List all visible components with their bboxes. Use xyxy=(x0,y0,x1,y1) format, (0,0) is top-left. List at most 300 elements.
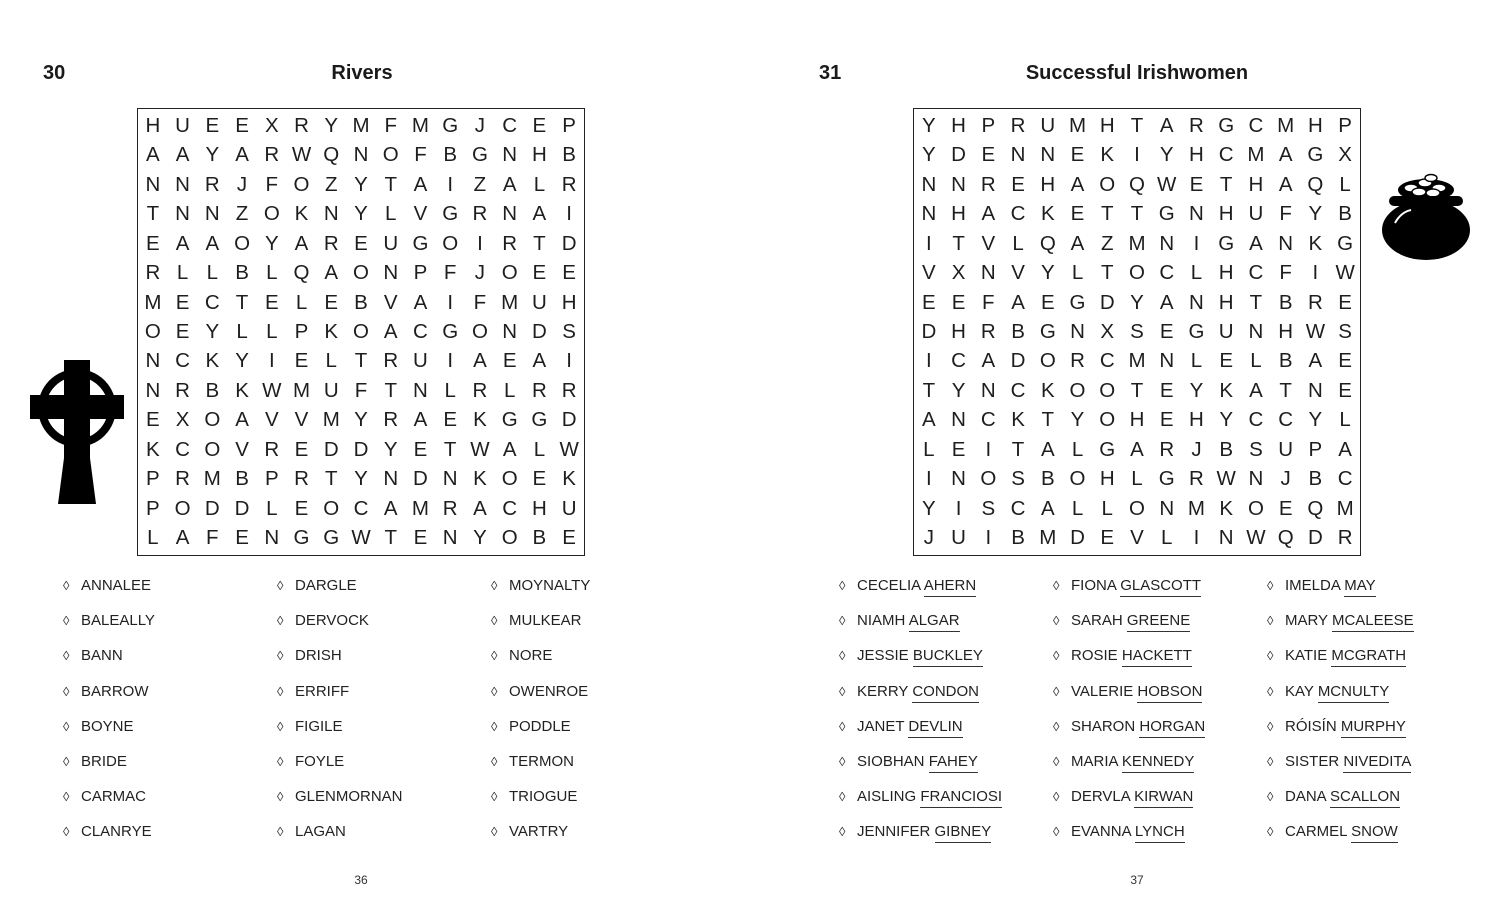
grid-letter: A xyxy=(413,290,428,314)
grid-letter: I xyxy=(447,290,454,314)
grid-letter: H xyxy=(951,319,966,343)
grid-letter: L xyxy=(923,437,935,461)
grid-letter: A xyxy=(1040,496,1055,520)
grid-letter: A xyxy=(502,437,517,461)
diamond-bullet-icon: ◊ xyxy=(491,753,498,769)
grid-letter: L xyxy=(1131,467,1143,491)
grid-letter: U xyxy=(561,496,577,520)
grid-letter: O xyxy=(442,231,459,255)
grid-letter: G xyxy=(1069,290,1086,314)
grid-letter: C xyxy=(1248,408,1264,432)
diamond-bullet-icon: ◊ xyxy=(1053,578,1060,593)
grid-letter: N xyxy=(353,143,369,167)
grid-letter: G xyxy=(1218,113,1235,137)
grid-letter: G xyxy=(323,526,340,550)
grid-letter: B xyxy=(562,143,576,167)
grid-letter: E xyxy=(562,261,576,285)
diamond-bullet-icon: ◊ xyxy=(1053,718,1060,734)
grid-letter: T xyxy=(1219,172,1233,196)
grid-letter: S xyxy=(1249,437,1263,461)
diamond-bullet-icon: ◊ xyxy=(491,578,498,593)
grid-letter: R xyxy=(472,202,488,226)
diamond-bullet-icon: ◊ xyxy=(839,789,846,805)
grid-letter: V xyxy=(383,290,398,314)
grid-letter: E xyxy=(1338,378,1352,402)
diamond-bullet-icon: ◊ xyxy=(63,753,70,769)
grid-letter: W xyxy=(291,143,312,167)
diamond-bullet-icon: ◊ xyxy=(491,648,498,664)
word-text: RÓISÍN xyxy=(1285,717,1337,735)
grid-letter: A xyxy=(205,231,220,255)
grid-letter: A xyxy=(324,261,339,285)
grid-letter: I xyxy=(1312,261,1319,285)
word-text: JENNIFER xyxy=(857,823,931,841)
grid-letter: Y xyxy=(1308,202,1323,226)
grid-letter: R xyxy=(145,261,161,285)
word-list-item xyxy=(277,612,491,647)
grid-letter: I xyxy=(985,526,992,550)
word-surname-underlined: AHERN xyxy=(924,577,977,597)
grid-letter: G xyxy=(1337,231,1354,255)
word-text: MARY xyxy=(1285,612,1328,630)
grid-letter: E xyxy=(1338,349,1352,373)
grid-letter: K xyxy=(235,378,249,402)
grid-letter: E xyxy=(1159,319,1174,343)
grid-letter: L xyxy=(266,319,278,343)
grid-letter: R xyxy=(323,231,339,255)
grid-letter: A xyxy=(1070,231,1085,255)
grid-letter: A xyxy=(1308,349,1323,373)
grid-letter: R xyxy=(383,408,399,432)
grid-letter: E xyxy=(205,113,220,137)
grid-letter: Y xyxy=(205,319,220,343)
grid-letter: F xyxy=(1279,202,1292,226)
grid-letter: E xyxy=(235,526,249,550)
grid-letter: Y xyxy=(354,408,368,432)
grid-letter: A xyxy=(235,143,249,167)
word-text: SARAH xyxy=(1071,612,1123,630)
grid-letter: E xyxy=(1338,290,1352,314)
grid-letter: N xyxy=(1218,526,1234,550)
grid-letter: D xyxy=(921,319,937,343)
grid-letter: A xyxy=(235,408,249,432)
grid-letter: H xyxy=(1278,319,1294,343)
grid-letter: A xyxy=(473,496,487,520)
grid-letter: N xyxy=(1040,143,1056,167)
grid-letter: B xyxy=(443,143,458,167)
grid-letter: Y xyxy=(1189,378,1204,402)
grid-letter: O xyxy=(980,467,997,491)
word-list-item xyxy=(839,577,1053,612)
grid-letter: Y xyxy=(354,467,368,491)
grid-letter: X xyxy=(951,261,966,285)
grid-letter: R xyxy=(472,378,488,402)
diamond-bullet-icon: ◊ xyxy=(63,824,70,840)
grid-letter: D xyxy=(1010,349,1026,373)
grid-letter: A xyxy=(413,172,428,196)
grid-letter: N xyxy=(175,172,190,196)
letter-grid xyxy=(137,108,585,556)
grid-letter: E xyxy=(922,290,936,314)
grid-letter: A xyxy=(922,408,936,432)
grid-letter: Y xyxy=(922,496,936,520)
word-list-item xyxy=(839,683,1053,718)
diamond-bullet-icon: ◊ xyxy=(1267,613,1274,629)
word-text: KATIE xyxy=(1285,647,1328,665)
word-list-item xyxy=(491,788,705,823)
word-list-item xyxy=(1267,683,1481,718)
word-list-item xyxy=(277,753,491,788)
word-surname-underlined: GREENE xyxy=(1127,612,1190,632)
grid-letter: O xyxy=(1129,261,1145,285)
grid-letter: I xyxy=(268,349,275,373)
grid-letter: N xyxy=(502,202,518,226)
grid-letter: C xyxy=(353,496,369,520)
word-text: ANNALEE xyxy=(81,577,152,594)
word-list-item xyxy=(277,823,491,858)
grid-letter: Q xyxy=(1277,526,1294,550)
grid-letter: M xyxy=(144,290,162,314)
grid-letter: N xyxy=(204,202,220,226)
grid-letter: V xyxy=(922,261,936,285)
grid-letter: N xyxy=(921,202,937,226)
word-list-item xyxy=(63,612,277,647)
grid-letter: L xyxy=(176,261,189,285)
grid-letter: N xyxy=(502,319,518,343)
word-text: DANA xyxy=(1285,788,1326,806)
grid-letter: Y xyxy=(1130,290,1144,314)
word-list-item xyxy=(1267,577,1481,612)
grid-letter: L xyxy=(444,378,456,402)
grid-letter: R xyxy=(204,172,220,196)
grid-letter: Y xyxy=(235,349,249,373)
grid-letter: H xyxy=(531,143,547,167)
grid-letter: I xyxy=(447,172,454,196)
grid-letter: T xyxy=(384,172,397,196)
grid-letter: E xyxy=(294,496,309,520)
word-text: PODDLE xyxy=(509,717,571,735)
grid-letter: E xyxy=(562,526,576,550)
diamond-bullet-icon: ◊ xyxy=(277,683,284,699)
grid-letter: E xyxy=(1070,143,1085,167)
grid-letter: N xyxy=(1159,349,1175,373)
page-number: 37 xyxy=(1130,873,1144,887)
grid-letter: N xyxy=(175,202,190,226)
diamond-bullet-icon: ◊ xyxy=(63,578,70,593)
grid-letter: I xyxy=(985,437,992,461)
word-text: AISLING xyxy=(857,788,917,806)
diamond-bullet-icon: ◊ xyxy=(277,753,284,769)
grid-letter: Y xyxy=(205,143,220,167)
grid-letter: K xyxy=(562,467,576,491)
grid-letter: H xyxy=(1129,408,1145,432)
grid-letter: G xyxy=(442,319,459,343)
grid-letter: I xyxy=(477,231,483,255)
grid-letter: F xyxy=(982,290,995,314)
word-surname-underlined: KENNEDY xyxy=(1122,753,1195,773)
grid-letter: A xyxy=(175,231,190,255)
grid-letter: R xyxy=(1159,437,1175,461)
grid-letter: V xyxy=(981,231,996,255)
word-text: EVANNA xyxy=(1071,823,1131,841)
grid-letter: P xyxy=(146,467,160,491)
grid-letter: K xyxy=(1219,496,1234,520)
grid-letter: R xyxy=(561,378,577,402)
grid-letter: L xyxy=(236,319,248,343)
grid-letter: P xyxy=(146,496,160,520)
word-list-item xyxy=(63,683,277,718)
grid-letter: E xyxy=(294,349,309,373)
grid-letter: D xyxy=(561,408,577,432)
grid-letter: Q xyxy=(293,261,310,285)
grid-letter: H xyxy=(1248,172,1264,196)
grid-letter: N xyxy=(951,467,966,491)
grid-letter: W xyxy=(1335,261,1355,285)
grid-letter: O xyxy=(353,319,369,343)
grid-letter: X xyxy=(264,113,279,137)
grid-letter: N xyxy=(1189,290,1204,314)
grid-letter: Y xyxy=(951,378,966,402)
grid-letter: T xyxy=(235,290,249,314)
word-surname-underlined: MCNULTY xyxy=(1318,683,1389,703)
grid-letter: M xyxy=(411,113,429,137)
grid-letter: P xyxy=(981,113,996,137)
grid-letter: M xyxy=(322,408,340,432)
word-list-item xyxy=(1053,612,1267,647)
grid-letter: L xyxy=(1101,496,1113,520)
grid-letter: S xyxy=(981,496,996,520)
diamond-bullet-icon: ◊ xyxy=(277,648,284,664)
grid-letter: M xyxy=(203,467,221,491)
grid-letter: O xyxy=(174,496,191,520)
grid-letter: Q xyxy=(1039,231,1056,255)
grid-letter: O xyxy=(382,143,399,167)
word-text: GLENMORNAN xyxy=(295,788,403,806)
grid-letter: T xyxy=(922,378,936,402)
grid-letter: H xyxy=(145,113,161,137)
grid-letter: Q xyxy=(1129,172,1145,196)
grid-letter: W xyxy=(1246,526,1266,550)
grid-letter: T xyxy=(1100,202,1114,226)
letter-grid xyxy=(913,108,1361,556)
grid-letter: O xyxy=(323,496,340,520)
grid-letter: Z xyxy=(1100,231,1114,255)
grid-letter: R xyxy=(1337,526,1353,550)
diamond-bullet-icon: ◊ xyxy=(1053,613,1060,629)
grid-letter: B xyxy=(532,526,547,550)
word-text: MULKEAR xyxy=(509,612,582,630)
grid-letter: T xyxy=(354,349,368,373)
grid-letter: L xyxy=(295,290,308,314)
grid-letter: O xyxy=(1099,378,1116,402)
grid-letter: M xyxy=(1187,496,1205,520)
grid-letter: D xyxy=(323,437,339,461)
grid-letter: O xyxy=(1099,408,1116,432)
diamond-bullet-icon: ◊ xyxy=(839,613,846,629)
grid-letter: A xyxy=(1338,437,1352,461)
grid-letter: M xyxy=(352,113,370,137)
grid-letter: J xyxy=(474,113,486,137)
word-list-item xyxy=(491,718,705,753)
word-surname-underlined: CONDON xyxy=(912,683,979,703)
grid-letter: K xyxy=(1219,378,1234,402)
grid-letter: L xyxy=(533,437,546,461)
word-surname-underlined: LYNCH xyxy=(1135,823,1185,843)
grid-letter: N xyxy=(383,467,399,491)
grid-letter: L xyxy=(325,349,337,373)
grid-letter: T xyxy=(533,231,546,255)
word-text: BRIDE xyxy=(81,752,127,770)
grid-letter: O xyxy=(1069,467,1086,491)
grid-letter: H xyxy=(531,496,547,520)
grid-letter: L xyxy=(503,378,516,402)
grid-letter: L xyxy=(147,526,159,550)
grid-letter: N xyxy=(264,526,280,550)
grid-letter: P xyxy=(1308,437,1323,461)
grid-letter: M xyxy=(501,290,519,314)
grid-letter: S xyxy=(1338,319,1352,343)
grid-letter: C xyxy=(413,319,428,343)
grid-letter: J xyxy=(1191,437,1202,461)
grid-letter: H xyxy=(1218,290,1234,314)
grid-letter: E xyxy=(1040,290,1055,314)
grid-letter: I xyxy=(447,349,454,373)
grid-letter: C xyxy=(1010,496,1026,520)
grid-letter: I xyxy=(1193,231,1200,255)
grid-letter: E xyxy=(294,437,309,461)
grid-letter: H xyxy=(1099,113,1115,137)
grid-letter: B xyxy=(1011,526,1025,550)
grid-letter: K xyxy=(473,467,487,491)
grid-letter: R xyxy=(980,172,996,196)
grid-letter: G xyxy=(442,113,459,137)
grid-letter: B xyxy=(1308,467,1323,491)
word-text: IMELDA xyxy=(1285,577,1341,594)
pot-of-gold-icon xyxy=(1381,168,1471,262)
grid-letter: C xyxy=(1010,378,1026,402)
grid-letter: M xyxy=(1277,113,1295,137)
word-list-item xyxy=(1267,788,1481,823)
grid-letter: E xyxy=(175,290,190,314)
diamond-bullet-icon: ◊ xyxy=(839,648,846,664)
grid-letter: V xyxy=(1130,526,1144,550)
grid-letter: R xyxy=(175,378,190,402)
word-text: LAGAN xyxy=(295,823,346,841)
diamond-bullet-icon: ◊ xyxy=(63,683,70,699)
word-list-item xyxy=(839,612,1053,647)
grid-letter: N xyxy=(145,172,161,196)
grid-letter: O xyxy=(1129,496,1145,520)
grid-letter: T xyxy=(146,202,160,226)
grid-letter: E xyxy=(264,290,279,314)
grid-letter: J xyxy=(474,261,486,285)
grid-letter: E xyxy=(1219,349,1234,373)
word-surname-underlined: GLASCOTT xyxy=(1120,577,1201,597)
grid-letter: N xyxy=(1248,467,1264,491)
grid-letter: O xyxy=(204,437,221,461)
word-list-item xyxy=(491,647,705,682)
grid-letter: H xyxy=(1189,143,1204,167)
grid-letter: N xyxy=(980,261,996,285)
grid-letter: A xyxy=(502,172,517,196)
diamond-bullet-icon: ◊ xyxy=(63,789,70,805)
word-surname-underlined: KIRWAN xyxy=(1134,788,1193,808)
grid-letter: Y xyxy=(324,113,339,137)
grid-letter: N xyxy=(921,172,937,196)
grid-letter: R xyxy=(980,319,996,343)
grid-letter: V xyxy=(1011,261,1025,285)
grid-letter: T xyxy=(384,378,397,402)
grid-letter: A xyxy=(1249,231,1263,255)
word-surname-underlined: FAHEY xyxy=(929,753,978,773)
grid-letter: F xyxy=(265,172,279,196)
word-text: KAY xyxy=(1285,682,1314,700)
grid-letter: N xyxy=(951,172,966,196)
grid-letter: L xyxy=(1071,496,1084,520)
grid-letter: A xyxy=(532,349,547,373)
grid-letter: K xyxy=(294,202,309,226)
grid-letter: G xyxy=(442,202,459,226)
grid-letter: Y xyxy=(1070,408,1085,432)
grid-letter: L xyxy=(1071,261,1084,285)
word-text: MARIA xyxy=(1071,752,1118,770)
word-surname-underlined: NIVEDITA xyxy=(1343,753,1411,773)
grid-letter: L xyxy=(1161,526,1173,550)
diamond-bullet-icon: ◊ xyxy=(491,718,498,734)
grid-letter: A xyxy=(294,231,309,255)
word-text: VALERIE xyxy=(1071,682,1134,700)
grid-letter: N xyxy=(1010,143,1026,167)
grid-letter: P xyxy=(562,113,576,137)
grid-letter: G xyxy=(1307,143,1324,167)
grid-letter: S xyxy=(1130,319,1144,343)
grid-letter: T xyxy=(1249,290,1263,314)
grid-letter: T xyxy=(324,467,338,491)
word-text: DRISH xyxy=(295,647,342,665)
grid-letter: U xyxy=(531,290,547,314)
grid-letter: Z xyxy=(473,172,487,196)
word-list-item xyxy=(63,647,277,682)
word-text: BANN xyxy=(81,647,123,665)
grid-letter: L xyxy=(1339,408,1351,432)
grid-letter: T xyxy=(1041,408,1055,432)
word-text: FIONA xyxy=(1071,577,1117,594)
grid-letter: C xyxy=(204,290,220,314)
diamond-bullet-icon: ◊ xyxy=(491,613,498,629)
grid-letter: L xyxy=(206,261,219,285)
grid-letter: F xyxy=(473,290,487,314)
grid-letter: N xyxy=(502,143,518,167)
grid-letter: A xyxy=(1159,113,1174,137)
grid-letter: O xyxy=(501,526,518,550)
grid-letter: G xyxy=(412,231,429,255)
word-text: TERMON xyxy=(509,752,574,770)
grid-letter: B xyxy=(205,378,220,402)
grid-letter: E xyxy=(1011,172,1025,196)
grid-letter: Y xyxy=(473,526,487,550)
word-text: FIGILE xyxy=(295,717,343,735)
diamond-bullet-icon: ◊ xyxy=(277,578,284,593)
grid-letter: R xyxy=(1010,113,1026,137)
grid-letter: B xyxy=(354,290,368,314)
grid-letter: N xyxy=(442,467,458,491)
grid-letter: C xyxy=(1248,113,1264,137)
grid-letter: K xyxy=(1040,378,1055,402)
grid-letter: M xyxy=(411,496,429,520)
word-text: NIAMH xyxy=(857,612,906,630)
diamond-bullet-icon: ◊ xyxy=(1267,648,1274,664)
grid-letter: R xyxy=(561,172,577,196)
